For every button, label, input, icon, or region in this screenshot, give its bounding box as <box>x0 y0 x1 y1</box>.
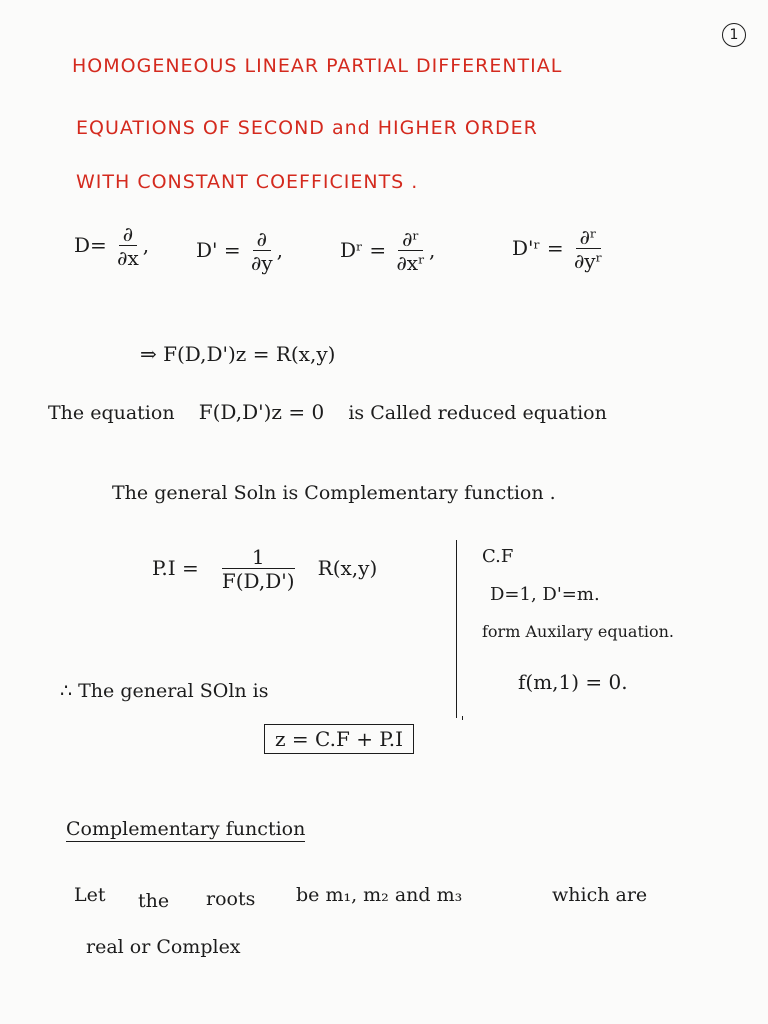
pi-num: 1 <box>222 546 295 569</box>
reduced-prefix: The equation <box>48 402 175 424</box>
reduced-suffix: is Called reduced equation <box>348 402 607 424</box>
cf-roots: D=1, D'=m. <box>490 584 600 605</box>
pi-formula <box>152 546 377 593</box>
roots-word-roots: roots <box>206 888 256 910</box>
title-line-3: WITH CONSTANT COEFFICIENTS . <box>76 171 419 193</box>
roots-word-which-are: which are <box>552 884 648 906</box>
cf-auxiliary: form Auxilary equation. <box>482 622 675 641</box>
roots-word-let: Let <box>74 884 106 906</box>
def-dpr-num: ∂ʳ <box>576 226 601 249</box>
general-soln-line: The general Soln is Complementary function . <box>112 482 556 504</box>
def-dpr-den: ∂yʳ <box>573 249 603 273</box>
cf-title: C.F <box>482 546 514 567</box>
pi-rhs: R(x,y) <box>317 556 378 580</box>
def-d-den: ∂x <box>117 246 139 270</box>
def-dp: D' = $\frac{\partial}{\partial y}$ , <box>196 227 284 275</box>
page-number: 1 <box>722 23 746 47</box>
title-line-2: EQUATIONS OF SECOND and HIGHER ORDER <box>76 117 538 139</box>
def-dr-lhs: Dʳ = <box>340 238 387 262</box>
def-dp-den: ∂y <box>251 251 273 275</box>
main-equation: ⇒ F(D,D')z = R(x,y) <box>140 342 336 366</box>
def-dr-den: ∂xʳ <box>396 251 426 275</box>
def-d: D= $\frac{\partial}{\partial x}$ , <box>74 222 150 270</box>
roots-word-the: the <box>138 890 170 912</box>
reduced-equation-line <box>48 400 607 424</box>
def-dr-num: ∂ʳ <box>398 228 423 251</box>
roots-expression: be m₁, m₂ and m₃ <box>296 884 463 906</box>
section-heading-text: Complementary function <box>66 818 306 840</box>
def-d-fraction <box>113 223 143 270</box>
reduced-expr: F(D,D')z = 0 <box>198 400 325 424</box>
def-dpr <box>512 226 607 273</box>
def-dpr-lhs: D'ʳ = <box>512 236 564 260</box>
divider-stub <box>462 716 463 720</box>
therefore-line: ∴ The general SOln is <box>60 680 269 702</box>
def-dp-lhs: D' = <box>196 238 241 262</box>
title-line-1: HOMOGENEOUS LINEAR PARTIAL DIFFERENTIAL <box>72 55 563 77</box>
section-heading <box>66 818 305 840</box>
def-dr-fraction <box>392 228 429 275</box>
roots-line-2: real or Complex <box>86 936 241 958</box>
def-d-num: ∂ <box>119 223 137 246</box>
pi-lhs: P.I = <box>152 556 199 580</box>
pi-den: F(D,D') <box>221 569 295 593</box>
def-d-lhs: D= <box>74 233 107 257</box>
def-dr: Dʳ = $\frac{\text{∂ʳ}}{\text{∂xʳ}}$ , <box>340 227 436 275</box>
divider-vertical <box>456 540 457 718</box>
def-dp-fraction <box>247 228 277 275</box>
boxed-solution: z = C.F + P.I <box>264 724 414 754</box>
cf-fm: f(m,1) = 0. <box>518 670 628 694</box>
def-dp-num: ∂ <box>253 228 271 251</box>
def-dpr-fraction <box>570 226 607 273</box>
pi-fraction <box>218 546 299 593</box>
